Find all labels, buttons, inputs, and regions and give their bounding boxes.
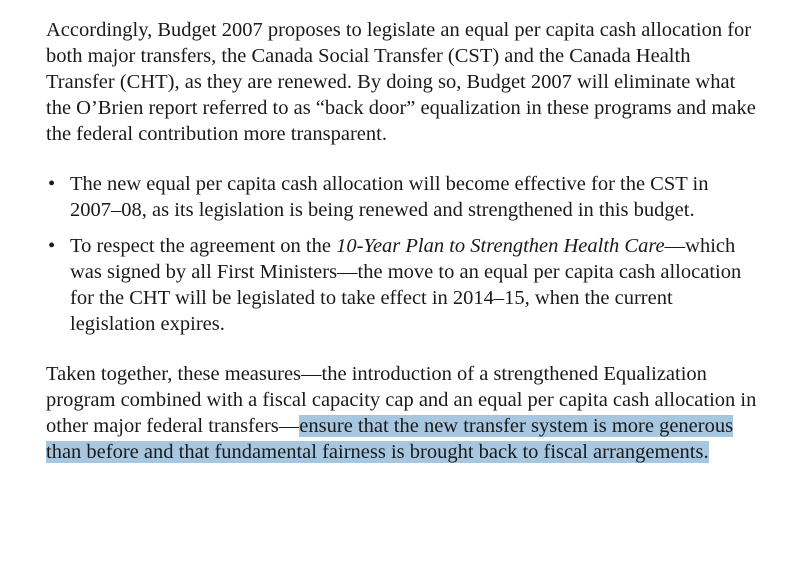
bullet-text-cht-intro: To respect the agreement on the bbox=[70, 235, 337, 257]
bullet-marker: • bbox=[48, 173, 56, 195]
bullet-text-cht-rest: —which was signed by all First Ministers—the move to an equal per capita cash allocation for the CHT will be legislated to take effect in 2014–15, when the current legislation expires. bbox=[70, 235, 742, 335]
paragraph-budget-2007: Accordingly, Budget 2007 proposes to legislate an equal per capita cash allocation for both major transfers, the Canada Social Transfer (CST) and the Canada Health Transfer (CHT), as they are renewed. By doing so, Budget 2007 will eliminate what the O’Brien report referred to as “back door” equalization in these programs and make the federal contribution more transparent. bbox=[46, 19, 756, 145]
bullet-text-cst: The new equal per capita cash allocation will become effective for the CST in 2007–08, as its legislation is being renewed and strengthened in this budget. bbox=[70, 173, 709, 221]
bullet-item-cht bbox=[46, 233, 758, 337]
document-page bbox=[46, 17, 758, 465]
bullet-list bbox=[46, 171, 758, 337]
bullet-marker: • bbox=[48, 235, 56, 257]
paragraph-conclusion bbox=[46, 361, 758, 465]
highlighted-selection[interactable]: ensure that the new transfer system is more generous than before and that fundamental fairness is brought back to fiscal arrangements. bbox=[46, 415, 734, 463]
bullet-item-cst bbox=[46, 171, 758, 223]
conclusion-text: Taken together, these measures—the introduction of a strengthened Equalization program combined with a fiscal capacity cap and an equal per capita cash allocation in other major federal transfers— bbox=[46, 363, 757, 437]
plan-title-italic: 10-Year Plan to Strengthen Health Care bbox=[336, 235, 665, 257]
